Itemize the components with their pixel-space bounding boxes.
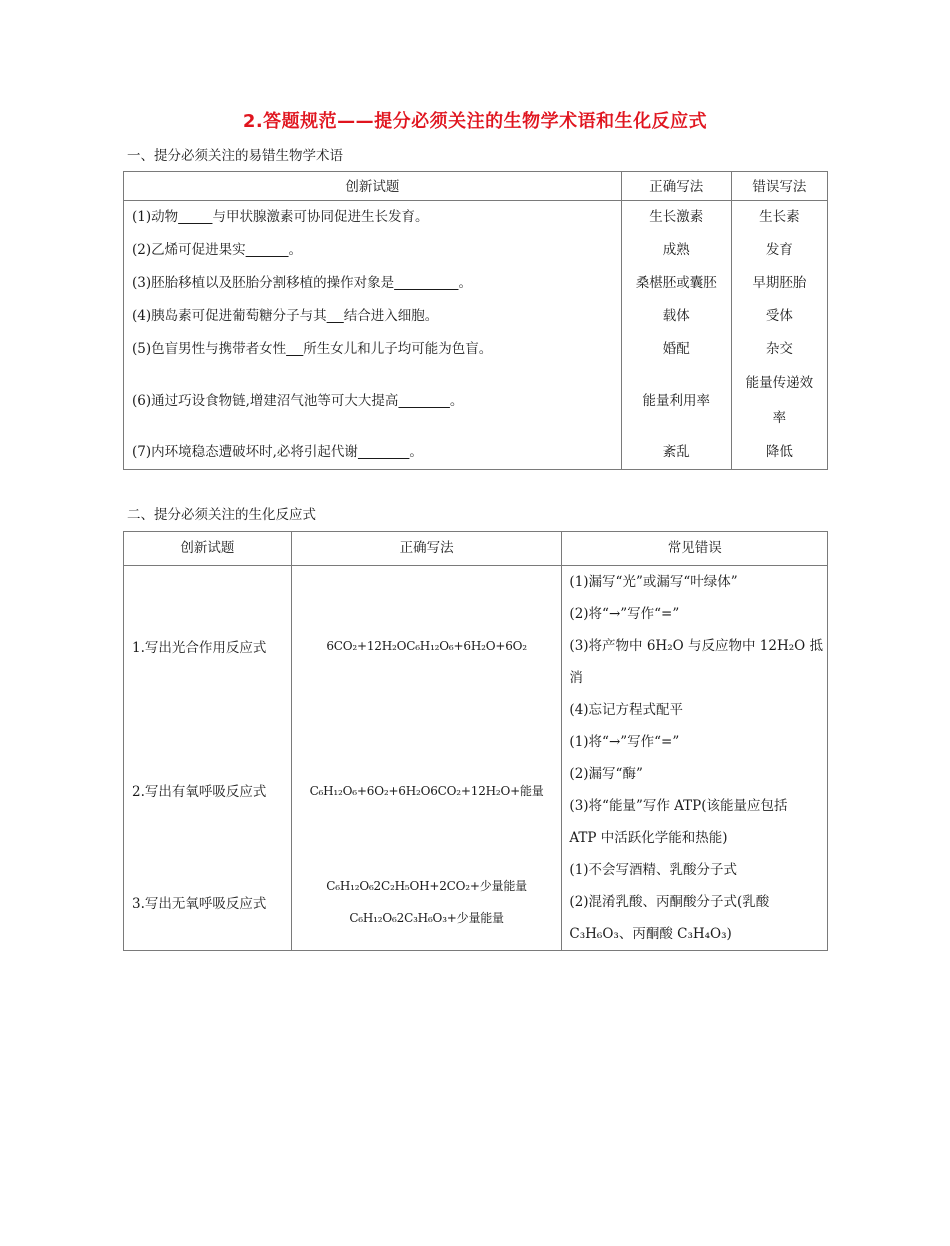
error-item: (3)将“能量”写作 ATP(该能量应包括 [569,798,788,814]
table-header-row [124,532,828,566]
table-row [124,854,828,951]
equation-cell: C₆H₁₂O₆+6O₂+6H₂O‌6CO₂+12H₂O+能量 [291,726,562,854]
question-4: (4)胰岛素可促进葡萄糖分子与其 结合进入细胞。 [132,308,439,324]
answer-blank [327,308,344,324]
errors-cell [562,566,828,727]
equation-line: C₆H₁₂O₆‌2C₃H₆O₃+少量能量 [349,911,504,925]
wrong-answer-6: 能量传递效 率 [745,375,814,426]
question-cell: 1.写出光合作用反应式 [124,566,292,727]
table-row [124,201,828,470]
page-title: 2.答题规范——提分必须关注的生物学术语和生化反应式 [242,111,708,132]
equation-cell [291,854,562,951]
question-cell: 2.写出有氧呼吸反应式 [124,726,292,854]
error-item: (4)忘记方程式配平 [569,702,684,718]
header-correct: 正确写法 [621,172,731,201]
errors-cell [562,854,828,951]
error-item: (2)混淆乳酸、丙酮酸分子式(乳酸 [569,894,770,910]
correct-answer-3: 桑椹胚或囊胚 [635,275,717,291]
question-1: (1)动物 与甲状腺激素可协同促进生长发育。 [132,209,429,225]
answer-blank [246,242,289,258]
error-item: C₃H₆O₃、丙酮酸 C₃H₄O₃) [569,926,732,942]
error-item: (2)将“→”写作“=” [569,606,680,622]
section-2-heading: 二、提分必须关注的生化反应式 [127,507,316,523]
answer-blank [394,275,458,291]
table-row [124,726,828,854]
header-errors: 常见错误 [562,532,828,566]
equation-line: C₆H₁₂O₆‌2C₂H₅OH+2CO₂+少量能量 [326,879,527,893]
header-question: 创新试题 [124,532,292,566]
correct-answer-2: 成熟 [662,242,690,258]
question-cell: 3.写出无氧呼吸反应式 [124,854,292,951]
question-5: (5)色盲男性与携带者女性 所生女儿和儿子均可能为色盲。 [132,341,493,357]
answer-blank [178,209,212,225]
correct-answer-1: 生长激素 [649,209,704,225]
table-header-row [124,172,828,201]
wrong-cell [731,201,827,470]
errors-cell [562,726,828,854]
wrong-answer-1: 生长素 [759,209,800,225]
question-6: (6)通过巧设食物链,增建沼气池等可大大提高 。 [132,393,464,409]
correct-cell [621,201,731,470]
reaction-table [123,531,828,951]
questions-cell [124,201,622,470]
correct-answer-5: 婚配 [662,341,690,357]
error-item: (1)不会写酒精、乳酸分子式 [569,862,738,878]
question-3: (3)胚胎移植以及胚胎分割移植的操作对象是 。 [132,275,472,291]
answer-blank [286,341,303,357]
table-row [124,566,828,727]
error-item: (3)将产物中 6H₂O 与反应物中 12H₂O 抵 [569,638,823,654]
error-item: (2)漏写“酶” [569,766,643,782]
correct-answer-6: 能量利用率 [642,393,711,409]
wrong-answer-4: 受体 [765,308,793,324]
wrong-answer-2: 发育 [765,242,793,258]
terminology-table [123,171,828,470]
answer-blank [358,444,410,460]
section-1-heading: 一、提分必须关注的易错生物学术语 [127,148,343,164]
header-wrong: 错误写法 [731,172,827,201]
header-question: 创新试题 [124,172,622,201]
wrong-answer-5: 杂交 [765,341,793,357]
error-item: ATP 中活跃化学能和热能) [569,830,728,846]
answer-blank [398,393,450,409]
error-item: (1)漏写“光”或漏写“叶绿体” [569,574,738,590]
wrong-answer-7: 降低 [765,444,793,460]
header-correct: 正确写法 [291,532,562,566]
wrong-answer-3: 早期胚胎 [752,275,807,291]
error-item: 消 [569,670,583,686]
correct-answer-4: 载体 [662,308,690,324]
correct-answer-7: 紊乱 [662,444,690,460]
equation-cell: 6CO₂+12H₂O‌C₆H₁₂O₆+6H₂O+6O₂ [291,566,562,727]
question-7: (7)内环境稳态遭破坏时,必将引起代谢 。 [132,444,423,460]
question-2: (2)乙烯可促进果实 。 [132,242,303,258]
error-item: (1)将“→”写作“=” [569,734,680,750]
